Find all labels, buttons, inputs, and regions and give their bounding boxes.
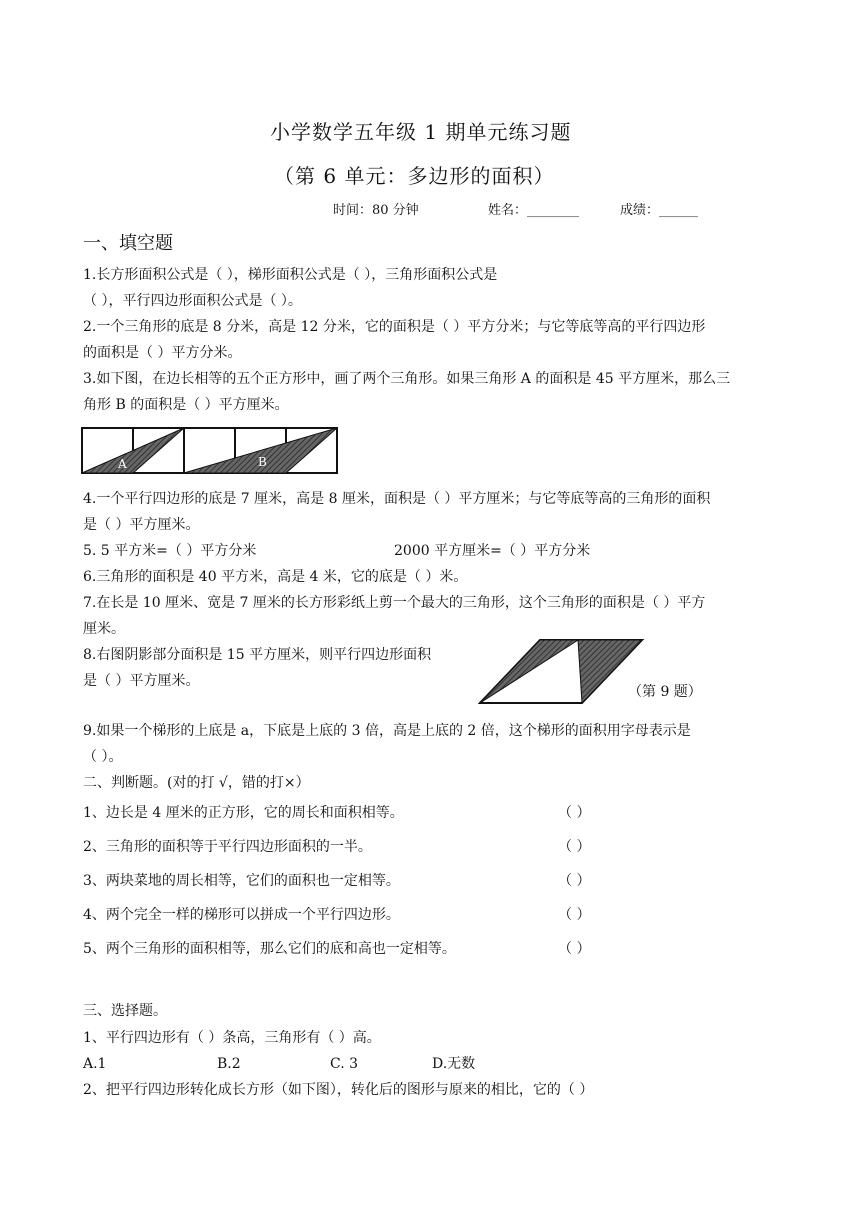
q3-line2: 角形 B 的面积是（ ）平方厘米。: [83, 397, 289, 413]
q9-line2: （ ）。: [83, 749, 123, 765]
page-title: 小学数学五年级 1 期单元练习题: [270, 120, 572, 144]
q8-line1: 8.右图阴影部分面积是 15 平方厘米，则平行四边形面积: [83, 647, 432, 663]
q5-part-a: 5. 5 平方米=（ ）平方分米: [83, 543, 257, 559]
q3-line1: 3.如下图，在边长相等的五个正方形中，画了两个三角形。如果三角形 A 的面积是 45 平方厘米，那么三: [83, 371, 731, 387]
judge-item-2: 2、三角形的面积等于平行四边形面积的一半。: [83, 839, 372, 855]
meta-score: 成绩：______: [620, 203, 699, 218]
q6-line: 6.三角形的面积是 40 平方米，高是 4 米，它的底是（ ）米。: [83, 569, 468, 585]
q9-line1: 9.如果一个梯形的上底是 a，下底是上底的 3 倍，高是上底的 2 倍，这个梯形的面积用字母表示是: [83, 723, 691, 739]
judge-item-1: 1、边长是 4 厘米的正方形，它的周长和面积相等。: [83, 805, 404, 821]
judge-bracket-3[interactable]: （ ）: [558, 873, 591, 889]
option-c[interactable]: C. 3: [330, 1056, 359, 1072]
judge-bracket-1[interactable]: （ ）: [558, 805, 591, 821]
q2-line1: 2.一个三角形的底是 8 分米，高是 12 分米，它的面积是（ ）平方分米；与它等底等高的平行四边形: [83, 319, 706, 335]
q7-line1: 7.在长是 10 厘米、宽是 7 厘米的长方形彩纸上剪一个最大的三角形，这个三角形的面积是（ ）平方: [83, 595, 706, 611]
page-subtitle: （第 6 单元：多边形的面积）: [274, 164, 555, 188]
meta-name: 姓名：________: [488, 203, 580, 218]
choice-q2: 2、把平行四边形转化成长方形（如下图），转化后的图形与原来的相比，它的（ ）: [83, 1082, 594, 1098]
q8-line2: 是（ ）平方厘米。: [83, 673, 200, 689]
section3-heading: 三、选择题。: [83, 1003, 167, 1019]
option-d[interactable]: D.无数: [432, 1056, 476, 1072]
q2-line2: 的面积是（ ）平方分米。: [83, 345, 242, 361]
q4-line2: 是（ ）平方厘米。: [83, 517, 200, 533]
judge-item-5: 5、两个三角形的面积相等，那么它们的底和高也一定相等。: [83, 941, 456, 957]
judge-bracket-2[interactable]: （ ）: [558, 839, 591, 855]
triangle-b-label: B: [258, 455, 267, 469]
meta-time: 时间：80 分钟: [333, 203, 419, 218]
judge-bracket-4[interactable]: （ ）: [558, 907, 591, 923]
judge-bracket-5[interactable]: （ ）: [558, 941, 591, 957]
q7-line2: 厘米。: [83, 621, 125, 637]
option-b[interactable]: B.2: [217, 1056, 241, 1072]
q1-line1: 1.长方形面积公式是（ ），梯形面积公式是（ ），三角形面积公式是: [83, 267, 498, 283]
q1-line2: （ ），平行四边形面积公式是（ ）。: [83, 293, 302, 309]
parallelogram-figure: [478, 638, 646, 706]
judge-item-4: 4、两个完全一样的梯形可以拼成一个平行四边形。: [83, 907, 400, 923]
section2-heading: 二、判断题。(对的打 √，错的打×）: [83, 775, 310, 791]
q3-figure: [80, 426, 340, 476]
q4-line1: 4.一个平行四边形的底是 7 厘米，高是 8 厘米，面积是（ ）平方厘米；与它等底等高的三角形的面积: [83, 491, 711, 507]
section1-heading: 一、填空题: [83, 233, 173, 254]
fig9-caption: （第 9 题）: [628, 684, 702, 700]
choice-q1: 1、平行四边形有（ ）条高，三角形有（ ）高。: [83, 1030, 381, 1046]
judge-item-3: 3、两块菜地的周长相等，它们的面积也一定相等。: [83, 873, 400, 889]
option-a[interactable]: A.1: [83, 1056, 107, 1072]
triangle-a-label: A: [118, 457, 127, 471]
q5-part-b: 2000 平方厘米=（ ）平方分米: [394, 543, 591, 559]
